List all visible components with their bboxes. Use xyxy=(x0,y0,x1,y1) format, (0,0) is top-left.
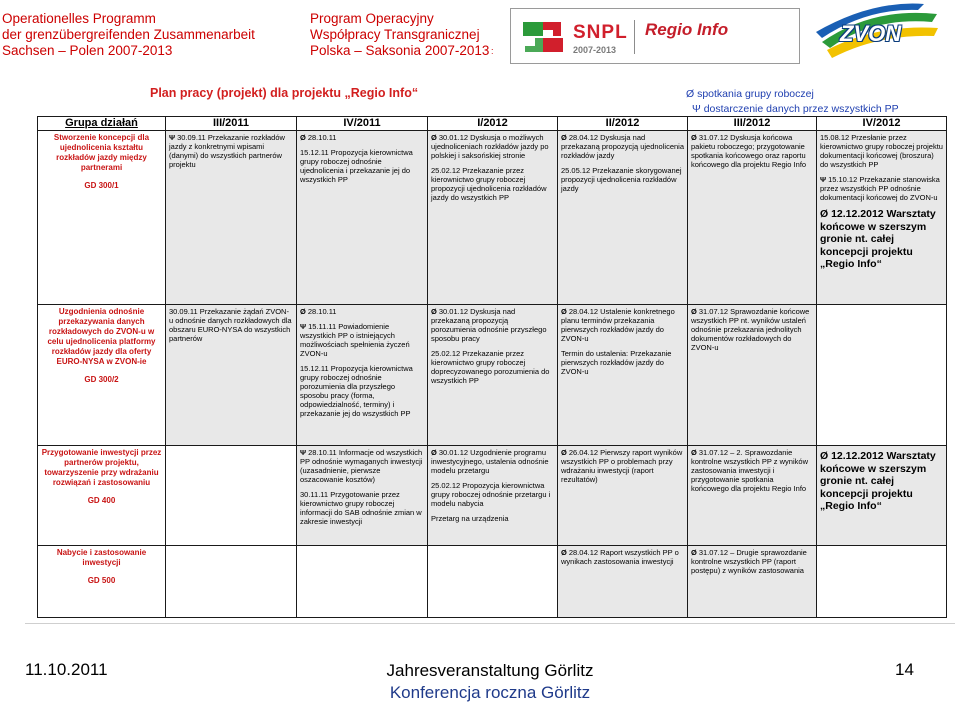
table-row xyxy=(38,546,947,618)
plan-entry xyxy=(561,133,684,160)
zvon-logo xyxy=(812,2,942,64)
snpl-logo-text: SNPL xyxy=(573,22,628,43)
program-title-pl-line-3: Polska – Saksonia 2007-2013 xyxy=(310,43,490,58)
entry-text: Przesłanie przez kierownictwo grupy roboczej projektu dokumentacji końcowej (broszura) do wszystkich PP xyxy=(820,133,943,169)
plan-entry xyxy=(431,514,554,523)
entry-date: 28.04.12 xyxy=(568,133,599,142)
entry-text: – Drugie sprawozdanie kontrolne wszystkich PP (raport postępu) z wyników zastosowania xyxy=(691,548,807,575)
final-workshop-note: Ø 12.12.2012 Warsztaty końcowe w szerszym gronie nt. całej koncepcji projektu „Regio Info“ xyxy=(820,450,936,512)
plan-cell xyxy=(166,305,297,446)
footer-event-de: Jahresveranstaltung Görlitz xyxy=(386,661,594,680)
header-q2-2012: II/2012 xyxy=(558,117,688,131)
entry-date: 15.10.12 xyxy=(828,175,858,184)
entry-text: Przekazanie przez kierownictwo grupy roboczej propozycji ujednolicenia rozkładów jazdy do wszystkich PP xyxy=(431,166,547,202)
entry-text: Dyskusja o możliwych ujednoliceniach rozkładów jazdy po polskiej i saksońskiej stronie xyxy=(431,133,549,160)
plan-cell xyxy=(688,305,817,446)
header-q4-2012: IV/2012 xyxy=(817,117,947,131)
entry-date: 25.05.12 xyxy=(561,166,591,175)
header-separator-dot: : xyxy=(491,46,494,56)
table-body xyxy=(38,131,947,618)
activity-group-title: Przygotowanie inwestycji przez partnerów projektu, towarzyszenie przy wdrażaniu rozwiązań i zastosowaniu xyxy=(41,448,162,487)
plan-title: Plan pracy (projekt) dla projektu „Regio Info“ xyxy=(150,86,419,100)
data-delivery-marker: Ψ xyxy=(169,133,176,142)
snpl-regio-info-logo xyxy=(510,8,800,64)
plan-entry xyxy=(300,364,424,418)
table-row xyxy=(38,131,947,305)
data-delivery-marker: Ψ xyxy=(300,322,307,331)
activity-group xyxy=(38,131,166,305)
plan-entry xyxy=(431,166,554,202)
entry-text: Termin do ustalenia: Przekazanie pierwszych rozkładów jazdy do ZVON-u xyxy=(561,349,672,376)
entry-text: Raport wszystkich PP o wynikach zastosowania inwestycji xyxy=(561,548,679,566)
entry-date: 31.07.12 xyxy=(698,448,729,457)
entry-date: 31.07.12 xyxy=(698,307,729,316)
meeting-marker: Ø xyxy=(691,448,697,457)
entry-date: 28.04.12 xyxy=(568,307,599,316)
plan-entry xyxy=(300,148,424,184)
meeting-marker: Ø xyxy=(300,133,306,142)
header-q3-2011: III/2011 xyxy=(166,117,297,131)
entry-text: Ustalenie konkretnego planu terminów przekazania pierwszych rozkładów jazdy do ZVON-u xyxy=(561,307,675,343)
meeting-marker: Ø xyxy=(691,548,697,557)
plan-cell xyxy=(688,446,817,546)
plan-entry xyxy=(431,448,554,475)
legend-meetings: Ø spotkania grupy roboczej xyxy=(686,88,814,100)
entry-date: 28.10.11 xyxy=(307,133,337,142)
plan-cell xyxy=(558,546,688,618)
entry-text: Pierwszy raport wyników wszystkich PP o problemach przy wdrażaniu inwestycji (raport rezultatów) xyxy=(561,448,683,484)
entry-text: Przygotowanie przez kierownictwo grupy roboczej informacji do SAB odnośnie zmian w zakresie inwestycji xyxy=(300,490,422,526)
entry-date: 30.01.12 xyxy=(438,448,469,457)
plan-cell xyxy=(558,131,688,305)
regio-info-logo-text: Regio Info xyxy=(645,20,729,39)
entry-text: Informacje od wszystkich PP odnośnie wymaganych inwestycji (uzasadnienie, pierwsze oszacowanie kosztów) xyxy=(300,448,423,484)
header-q3-2012: III/2012 xyxy=(688,117,817,131)
entry-text: Dyskusja końcowa pakietu roboczego; przygotowanie spotkania końcowego oraz raportu końcowego dla projektu Regio Info xyxy=(691,133,807,169)
plan-entry xyxy=(561,548,684,566)
table-header-row xyxy=(38,117,947,131)
program-title-de-line-2: der grenzübergreifenden Zusammenarbeit xyxy=(2,27,255,42)
data-delivery-marker: Ψ xyxy=(820,175,827,184)
plan-cell xyxy=(166,446,297,546)
activity-group-title: Stworzenie koncepcji dla ujednolicenia kształtu rozkładów jazdy między partnerami xyxy=(53,133,150,172)
entry-text: Propozycja kierownictwa grupy roboczej odnośnie ujednolicenia i przekazanie jej do wszystkich PP xyxy=(300,148,413,184)
plan-cell xyxy=(817,446,947,546)
entry-date: 15.12.11 xyxy=(300,148,329,157)
plan-cell xyxy=(428,131,558,305)
plan-entry xyxy=(300,133,424,142)
entry-date: 31.07.12 xyxy=(698,133,729,142)
activity-group-title: Uzgodnienia odnośnie przekazywania danych rozkładowych do ZVON-u w celu ujednolicenia platformy rozkładów jazdy dla oferty EURO-NYSA w ZVON-ie xyxy=(47,307,156,366)
activity-group xyxy=(38,305,166,446)
meeting-marker: Ø xyxy=(691,307,697,316)
entry-text: Przekazanie stanowiska przez wszystkich PP odnośnie dokumentacji końcowej do ZVON-u xyxy=(820,175,940,202)
plan-entry xyxy=(431,481,554,508)
entry-date: 15.12.11 xyxy=(300,364,329,373)
entry-date: 25.02.12 xyxy=(431,481,461,490)
activity-group xyxy=(38,446,166,546)
entry-text: Uzgodnienie programu inwestycyjnego, ustalenia odnośnie modelu przetargu xyxy=(431,448,549,475)
zvon-logo-text: ZVON xyxy=(840,21,902,46)
snpl-mark-icon xyxy=(523,18,565,56)
plan-entry xyxy=(820,133,943,169)
entry-date: 15.11.11 xyxy=(308,322,337,331)
logo-divider xyxy=(634,20,635,54)
plan-entry xyxy=(431,307,554,343)
entry-date: 30.09.11 xyxy=(177,133,206,142)
footer-date: 11.10.2011 xyxy=(25,660,108,679)
entry-text: Przekazanie rozkładów jazdy z konkretnymi wpisami (danymi) do wszystkich partnerów projektu xyxy=(169,133,285,169)
legend xyxy=(686,87,899,117)
plan-cell xyxy=(428,546,558,618)
plan-cell xyxy=(297,546,428,618)
plan-cell xyxy=(297,305,428,446)
entry-date: 30.11.11 xyxy=(300,490,329,499)
entry-date: 28.04.12 xyxy=(568,548,599,557)
program-title-de-line-1: Operationelles Programm xyxy=(2,11,156,26)
program-title-de xyxy=(2,11,302,59)
entry-date: 25.02.12 xyxy=(431,166,461,175)
plan-cell xyxy=(817,131,947,305)
program-title-de-line-3: Sachsen – Polen 2007-2013 xyxy=(2,43,173,58)
final-workshop-note: Ø 12.12.2012 Warsztaty końcowe w szerszym gronie nt. całej koncepcji projektu „Regio Info“ xyxy=(820,208,936,270)
entry-text: Dyskusja nad przekazaną propozycją porozumienia odnośnie przyszłego sposobu pracy xyxy=(431,307,547,343)
entry-date: 28.10.11 xyxy=(308,448,337,457)
plan-entry xyxy=(691,548,813,575)
entry-text: Propozycja kierownictwa grupy roboczej odnośnie porozumienia dla przyszłego sposobu pracy (forma, odpowiedzialność, terminy) i przekazanie jej do wszystkich PP xyxy=(300,364,413,418)
plan-entry xyxy=(820,175,943,202)
plan-cell xyxy=(688,546,817,618)
entry-date: 30.01.12 xyxy=(438,307,469,316)
plan-cell xyxy=(558,305,688,446)
activity-group-code: GD 300/1 xyxy=(84,181,119,190)
table-row xyxy=(38,446,947,546)
activity-group xyxy=(38,546,166,618)
entry-date: 31.07.12 xyxy=(698,548,729,557)
entry-text: Przetarg na urządzenia xyxy=(431,514,509,523)
entry-date: 26.04.12 xyxy=(568,448,599,457)
footer-event-pl: Konferencja roczna Görlitz xyxy=(389,683,591,702)
plan-cell xyxy=(428,446,558,546)
meeting-marker: Ø xyxy=(431,448,437,457)
plan-entry xyxy=(561,349,684,376)
entry-date: 25.02.12 xyxy=(431,349,461,358)
plan-entry xyxy=(561,307,684,343)
plan-cell xyxy=(817,305,947,446)
meeting-marker: Ø xyxy=(691,133,697,142)
plan-entry xyxy=(691,448,813,493)
table-row xyxy=(38,305,947,446)
plan-cell xyxy=(166,546,297,618)
entry-text: Propozycja kierownictwa grupy roboczej odnośnie przetargu i modelu nabycia xyxy=(431,481,551,508)
plan-entry xyxy=(691,133,813,169)
plan-entry xyxy=(169,133,293,169)
plan-cell xyxy=(297,131,428,305)
plan-cell xyxy=(297,446,428,546)
entry-date: 30.01.12 xyxy=(438,133,469,142)
plan-entry xyxy=(431,133,554,160)
entry-date: 15.08.12 xyxy=(820,133,850,142)
plan-entry xyxy=(561,166,684,193)
plan-cell xyxy=(428,305,558,446)
entry-text: Przekazanie przez kierownictwo grupy roboczej doprecyzowanego porozumienia do wszystkich PP xyxy=(431,349,550,385)
plan-cell xyxy=(817,546,947,618)
plan-entry xyxy=(300,490,424,526)
meeting-marker: Ø xyxy=(561,307,567,316)
plan-entry xyxy=(300,322,424,358)
meeting-marker: Ø xyxy=(561,133,567,142)
entry-text: Przekazanie skorygowanej propozycji ujednolicenia rozkładów jazdy xyxy=(561,166,682,193)
entry-text: Sprawozdanie końcowe wszystkich PP nt. wyników ustaleń odnośnie przekazania jednolitych dokumentów rozkładowych do ZVON-u xyxy=(691,307,810,352)
entry-date: 28.10.11 xyxy=(307,307,337,316)
entry-text: Przekazanie żądań ZVON-u odnośnie danych rozkładowych dla obszaru EURO-NYSA do wszystkich partnerów xyxy=(169,307,292,343)
activity-group-title: Nabycie i zastosowanie inwestycji xyxy=(56,548,147,567)
plan-entry xyxy=(691,307,813,352)
meeting-marker: Ø xyxy=(561,448,567,457)
program-title-pl-line-1: Program Operacyjny xyxy=(310,11,434,26)
activity-group-code: GD 500 xyxy=(87,576,116,585)
plan-cell xyxy=(558,446,688,546)
entry-date: 30.09.11 xyxy=(169,307,198,316)
meeting-marker: Ø xyxy=(300,307,306,316)
header-group: Grupa działań xyxy=(38,117,166,131)
plan-cell xyxy=(166,131,297,305)
footer-event xyxy=(360,660,620,704)
activity-group-code: GD 400 xyxy=(87,496,116,505)
activity-group-code: GD 300/2 xyxy=(84,375,119,384)
entry-text: – 2. Sprawozdanie kontrolne wszystkich PP z wyników zastosowania inwestycji i przygotowanie spotkania końcowego dla projektu Regio Info xyxy=(691,448,808,493)
data-delivery-marker: Ψ xyxy=(300,448,307,457)
plan-entry xyxy=(169,307,293,343)
plan-entry xyxy=(300,307,424,316)
header-q4-2011: IV/2011 xyxy=(297,117,428,131)
plan-entry xyxy=(300,448,424,484)
header-q1-2012: I/2012 xyxy=(428,117,558,131)
snpl-logo-years: 2007-2013 xyxy=(573,45,617,55)
program-title-pl xyxy=(310,11,510,59)
entry-text: Dyskusja nad przekazaną propozycją ujednolicenia rozkładów jazdy xyxy=(561,133,684,160)
plan-cell xyxy=(688,131,817,305)
program-title-pl-line-2: Współpracy Transgranicznej xyxy=(310,27,480,42)
plan-entry xyxy=(431,349,554,385)
plan-entry xyxy=(820,450,943,513)
meeting-marker: Ø xyxy=(431,133,437,142)
entry-text: Powiadomienie wszystkich PP o istniejących możliwościach spełnienia życzeń ZVON-u xyxy=(300,322,410,358)
work-plan-table xyxy=(37,116,947,618)
plan-entry xyxy=(820,208,943,271)
meeting-marker: Ø xyxy=(561,548,567,557)
meeting-marker: Ø xyxy=(431,307,437,316)
footer-divider xyxy=(25,623,955,624)
legend-data-delivery: Ψ dostarczenie danych przez wszystkich PP xyxy=(692,103,899,115)
plan-entry xyxy=(561,448,684,484)
page-number: 14 xyxy=(895,660,914,679)
